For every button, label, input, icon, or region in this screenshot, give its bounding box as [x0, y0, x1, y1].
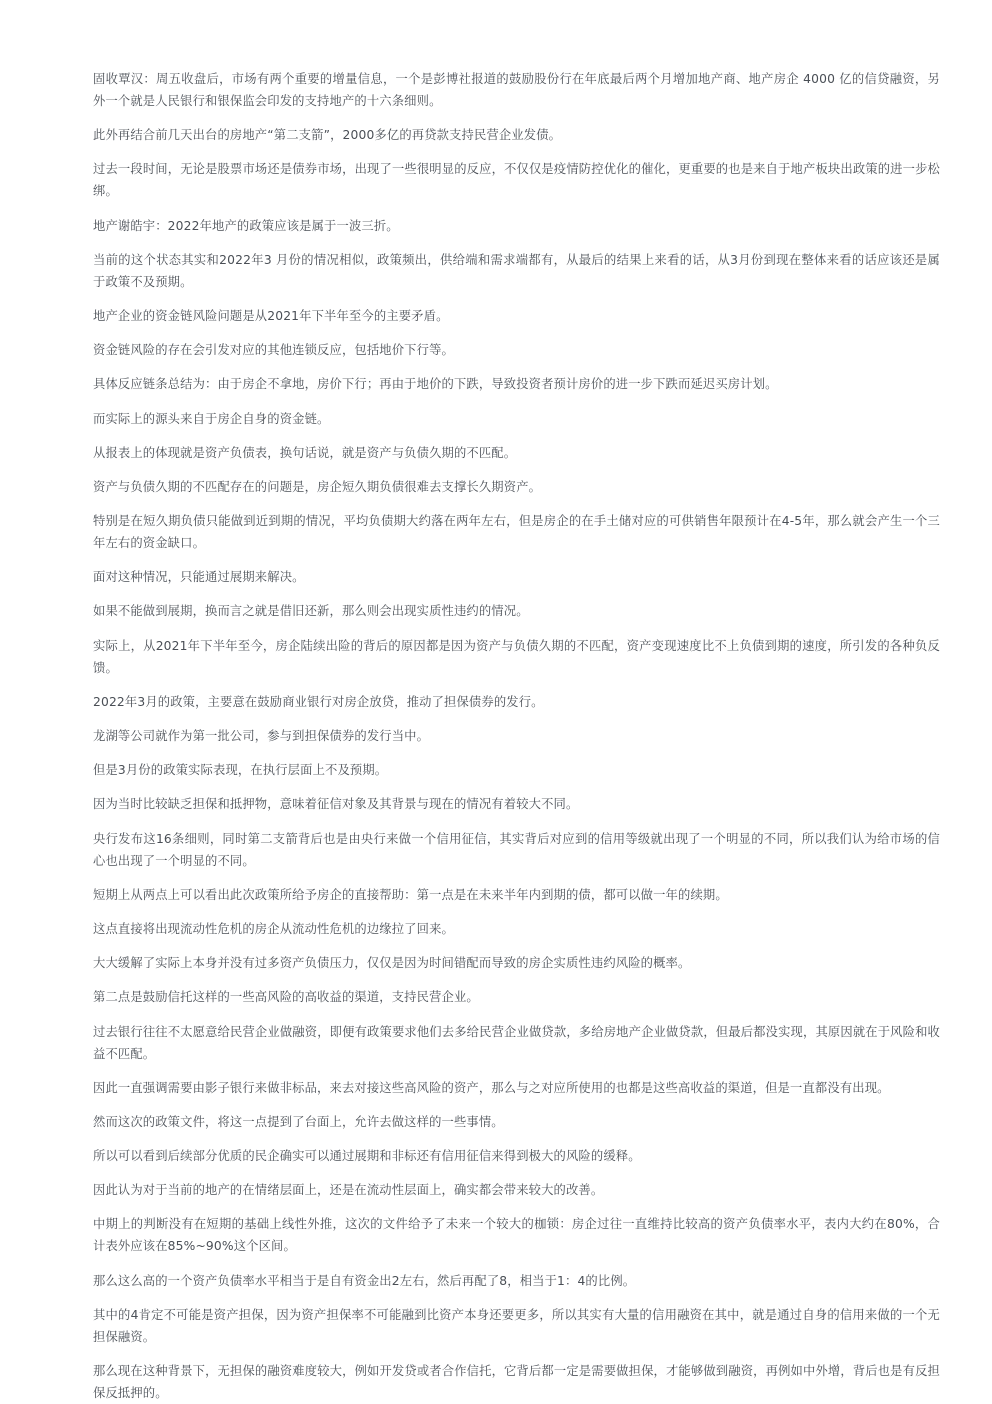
paragraph: 从报表上的体现就是资产负债表，换句话说，就是资产与负债久期的不匹配。 — [93, 445, 517, 460]
paragraph: 过去一段时间，无论是股票市场还是债券市场，出现了一些很明显的反应，不仅仅是疫情防控优化的催化，更重要的也是来自于地产板块出政策的进一步松绑。 — [93, 162, 940, 199]
paragraph: 资产与负债久期的不匹配存在的问题是，房企短久期负债很难去支撑长久期资产。 — [93, 479, 542, 494]
paragraph: 所以可以看到后续部分优质的民企确实可以通过展期和非标还有信用征信来得到极大的风险的缓释。 — [93, 1149, 641, 1164]
paragraph: 因此一直强调需要由影子银行来做非标品，来去对接这些高风险的资产，那么与之对应所使用的也都是这些高收益的渠道，但是一直都没有出现。 — [93, 1080, 890, 1095]
paragraph: 地产企业的资金链风险问题是从2021年下半年至今的主要矛盾。 — [93, 308, 449, 323]
paragraph: 大大缓解了实际上本身并没有过多资产负债压力，仅仅是因为时间错配而导致的房企实质性违约风险的概率。 — [93, 956, 691, 971]
paragraph: 龙湖等公司就作为第一批公司，参与到担保债券的发行当中。 — [93, 729, 430, 743]
paragraph: 特别是在短久期负债只能做到近到期的情况，平均负债期大约落在两年左右，但是房企的在手土储对应的可供销售年限预计在4-5年，那么就会产生一个三年左右的资金缺口。 — [93, 514, 940, 551]
paragraph: 因此认为对于当前的地产的在情绪层面上，还是在流动性层面上，确实都会带来较大的改善。 — [93, 1183, 604, 1198]
paragraph: 那么这么高的一个资产负债率水平相当于是自有资金出2左右，然后再配了8，相当于1：4的比例。 — [93, 1273, 636, 1288]
paragraph: 2022年3月的政策，主要意在鼓励商业银行对房企放贷，推动了担保债券的发行。 — [93, 694, 544, 709]
paragraph: 央行发布这16条细则，同时第二支箭背后也是由央行来做一个信用征信，其实背后对应到的信用等级就出现了一个明显的不同，所以我们认为给市场的信心也出现了一个明显的不同。 — [93, 831, 940, 868]
paragraph: 那么现在这种背景下，无担保的融资难度较大，例如开发贷或者合作信托，它背后都一定是需要做担保，才能够做到融资，再例如中外增，背后也是有反担保反抵押的。 — [93, 1364, 940, 1400]
paragraph: 而实际上的源头来自于房企自身的资金链。 — [93, 411, 330, 426]
paragraph: 短期上从两点上可以看出此次政策所给予房企的直接帮助：第一点是在未来半年内到期的债，都可以做一年的续期。 — [93, 887, 728, 902]
paragraph: 然而这次的政策文件，将这一点提到了台面上，允许去做这样的一些事情。 — [93, 1114, 504, 1129]
paragraph: 因为当时比较缺乏担保和抵押物，意味着征信对象及其背景与现在的情况有着较大不同。 — [93, 797, 579, 812]
paragraph: 面对这种情况，只能通过展期来解决。 — [93, 570, 305, 585]
paragraph: 这点直接将出现流动性危机的房企从流动性危机的边缘拉了回来。 — [93, 921, 454, 936]
paragraph: 此外再结合前几天出台的房地产“第二支箭”，2000多亿的再贷款支持民营企业发债。 — [93, 128, 562, 143]
paragraph: 具体反应链条总结为：由于房企不拿地，房价下行；再由于地价的下跌，导致投资者预计房价的进一步下跌而延迟买房计划。 — [93, 377, 778, 392]
paragraph: 固收覃汉：周五收盘后，市场有两个重要的增量信息，一个是彭博社报道的鼓励股份行在年底最后两个月增加地产商、地产房企 4000 亿的信贷融资，另外一个就是人民银行和银保监会印发的支持地产的十六条细则。 — [93, 72, 940, 108]
paragraph: 其中的4肯定不可能是资产担保，因为资产担保率不可能融到比资产本身还要更多，所以其实有大量的信用融资在其中，就是通过自身的信用来做的一个无担保融资。 — [93, 1307, 940, 1344]
paragraph: 实际上，从2021年下半年至今，房企陆续出险的背后的原因都是因为资产与负债久期的不匹配，资产变现速度比不上负债到期的速度，所引发的各种负反馈。 — [93, 638, 940, 675]
paragraph: 如果不能做到展期，换而言之就是借旧还新，那么则会出现实质性违约的情况。 — [93, 604, 529, 619]
paragraph: 但是3月份的政策实际表现，在执行层面上不及预期。 — [93, 763, 388, 778]
paragraph: 当前的这个状态其实和2022年3 月份的情况相似，政策频出，供给端和需求端都有，从最后的结果上来看的话，从3月份到现在整体来看的话应该还是属于政策不及预期。 — [93, 252, 940, 289]
paragraph: 过去银行往往不太愿意给民营企业做融资，即便有政策要求他们去多给民营企业做贷款，多给房地产企业做贷款，但最后都没实现，其原因就在于风险和收益不匹配。 — [93, 1024, 940, 1061]
paragraph: 中期上的判断没有在短期的基础上线性外推，这次的文件给予了未来一个较大的枷锁：房企过往一直维持比较高的资产负债率水平，表内大约在80%，合计表外应该在85%~90%这个区间。 — [93, 1217, 940, 1254]
paragraph: 资金链风险的存在会引发对应的其他连锁反应，包括地价下行等。 — [93, 343, 454, 358]
paragraph: 地产谢皓宇：2022年地产的政策应该是属于一波三折。 — [93, 218, 399, 233]
paragraph: 第二点是鼓励信托这样的一些高风险的高收益的渠道，支持民营企业。 — [93, 990, 479, 1005]
